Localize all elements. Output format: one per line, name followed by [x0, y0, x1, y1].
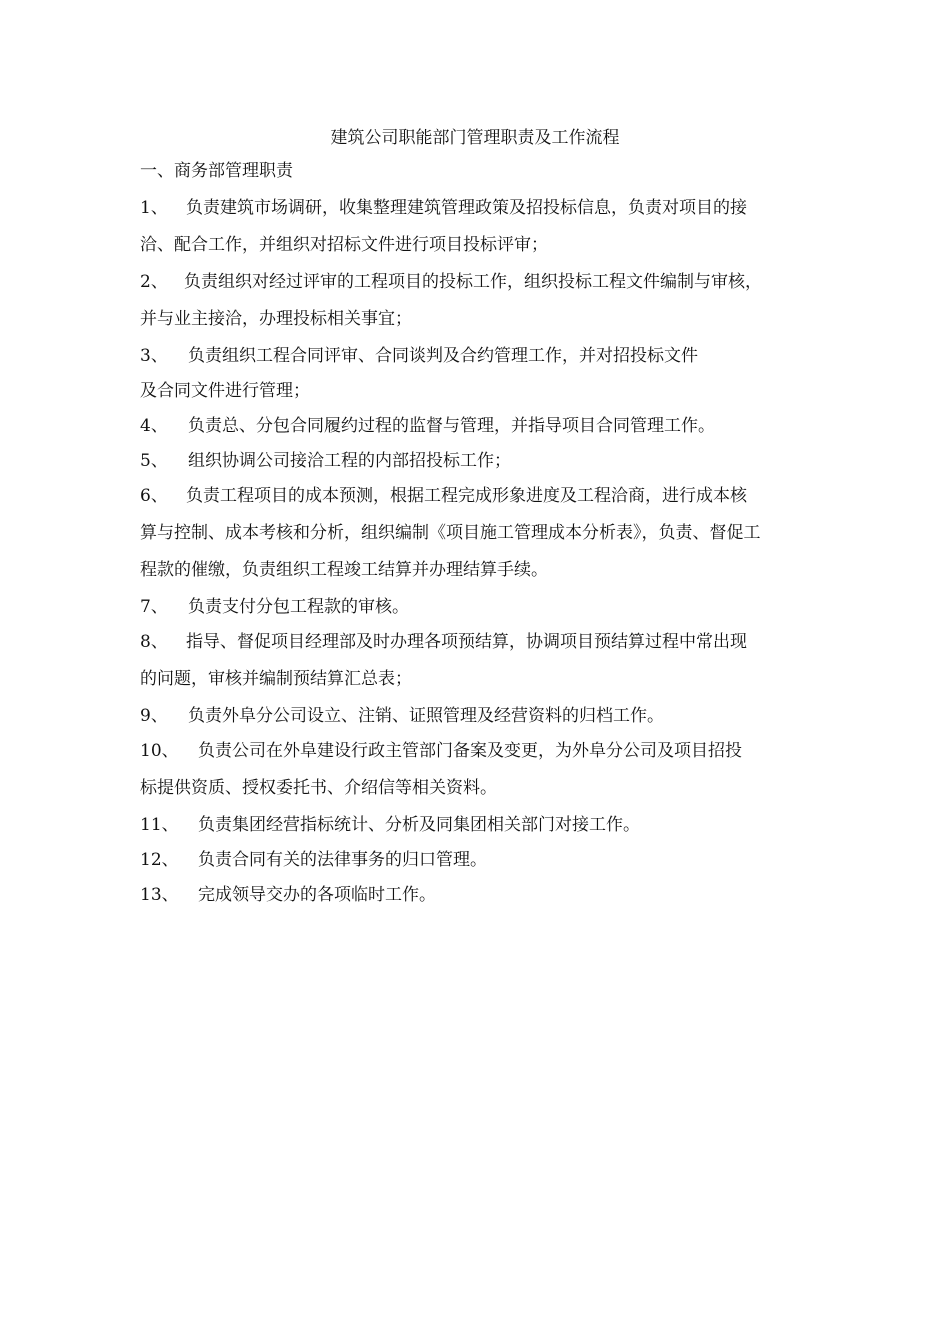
- item-text: 负责建筑市场调研，收集整理建筑管理政策及招投标信息，负责对项目的接: [186, 198, 747, 218]
- item-text: 负责支付分包工程款的审核。: [188, 597, 409, 617]
- item-number: 7、: [140, 597, 168, 617]
- item-number: 13、: [140, 885, 179, 905]
- item-text: 负责组织对经过评审的工程项目的投标工作，组织投标工程文件编制与审核，: [184, 272, 762, 292]
- list-item: [140, 842, 487, 879]
- item-text-continuation: 及合同文件进行管理；: [140, 381, 310, 401]
- list-item: [140, 624, 747, 661]
- list-item: [140, 338, 698, 375]
- item-text-continuation: 的问题，审核并编制预结算汇总表；: [140, 669, 412, 689]
- item-text: 负责外阜分公司设立、注销、证照管理及经营资料的归档工作。: [188, 706, 664, 726]
- item-text: 负责总、分包合同履约过程的监督与管理，并指导项目合同管理工作。: [188, 416, 715, 436]
- item-text-continuation: 标提供资质、授权委托书、介绍信等相关资料。: [140, 778, 497, 798]
- item-number: 5、: [140, 451, 168, 471]
- item-text-continuation: 算与控制、成本考核和分析，组织编制《项目施工管理成本分析表》，负责、督促工: [140, 523, 761, 543]
- item-text: 负责合同有关的法律事务的归口管理。: [198, 850, 487, 870]
- item-text: 完成领导交办的各项临时工作。: [198, 885, 436, 905]
- item-number: 4、: [140, 416, 168, 436]
- item-number: 8、: [140, 632, 168, 652]
- item-number: 3、: [140, 346, 168, 366]
- item-number: 2、: [140, 272, 168, 292]
- item-text: 负责公司在外阜建设行政主管部门备案及变更，为外阜分公司及项目招投: [198, 741, 742, 761]
- list-item: [140, 478, 747, 515]
- list-item: [140, 877, 436, 914]
- item-number: 1、: [140, 198, 168, 218]
- item-number: 12、: [140, 850, 179, 870]
- section-heading: 一、商务部管理职责: [140, 161, 293, 181]
- item-text: 组织协调公司接洽工程的内部招投标工作；: [188, 451, 511, 471]
- item-number: 11、: [140, 815, 179, 835]
- document-title: 建筑公司职能部门管理职责及工作流程: [330, 128, 620, 148]
- item-text: 负责工程项目的成本预测，根据工程完成形象进度及工程洽商，进行成本核: [186, 486, 747, 506]
- item-text: 负责组织工程合同评审、合同谈判及合约管理工作，并对招投标文件: [188, 346, 698, 366]
- list-item: [140, 589, 409, 626]
- list-item: [140, 733, 742, 770]
- item-text: 负责集团经营指标统计、分析及同集团相关部门对接工作。: [198, 815, 640, 835]
- item-text-continuation: 并与业主接洽，办理投标相关事宜；: [140, 309, 412, 329]
- item-number: 6、: [140, 486, 168, 506]
- list-item: [140, 408, 715, 445]
- item-number: 9、: [140, 706, 168, 726]
- list-item: [140, 443, 511, 480]
- list-item: [140, 807, 640, 844]
- list-item: [140, 698, 664, 735]
- item-text-continuation: 洽、配合工作，并组织对招标文件进行项目投标评审；: [140, 235, 548, 255]
- list-item: [140, 264, 762, 301]
- item-number: 10、: [140, 741, 179, 761]
- item-text-continuation: 程款的催缴，负责组织工程竣工结算并办理结算手续。: [140, 560, 548, 580]
- list-item: [140, 190, 747, 227]
- item-text: 指导、督促项目经理部及时办理各项预结算，协调项目预结算过程中常出现: [186, 632, 747, 652]
